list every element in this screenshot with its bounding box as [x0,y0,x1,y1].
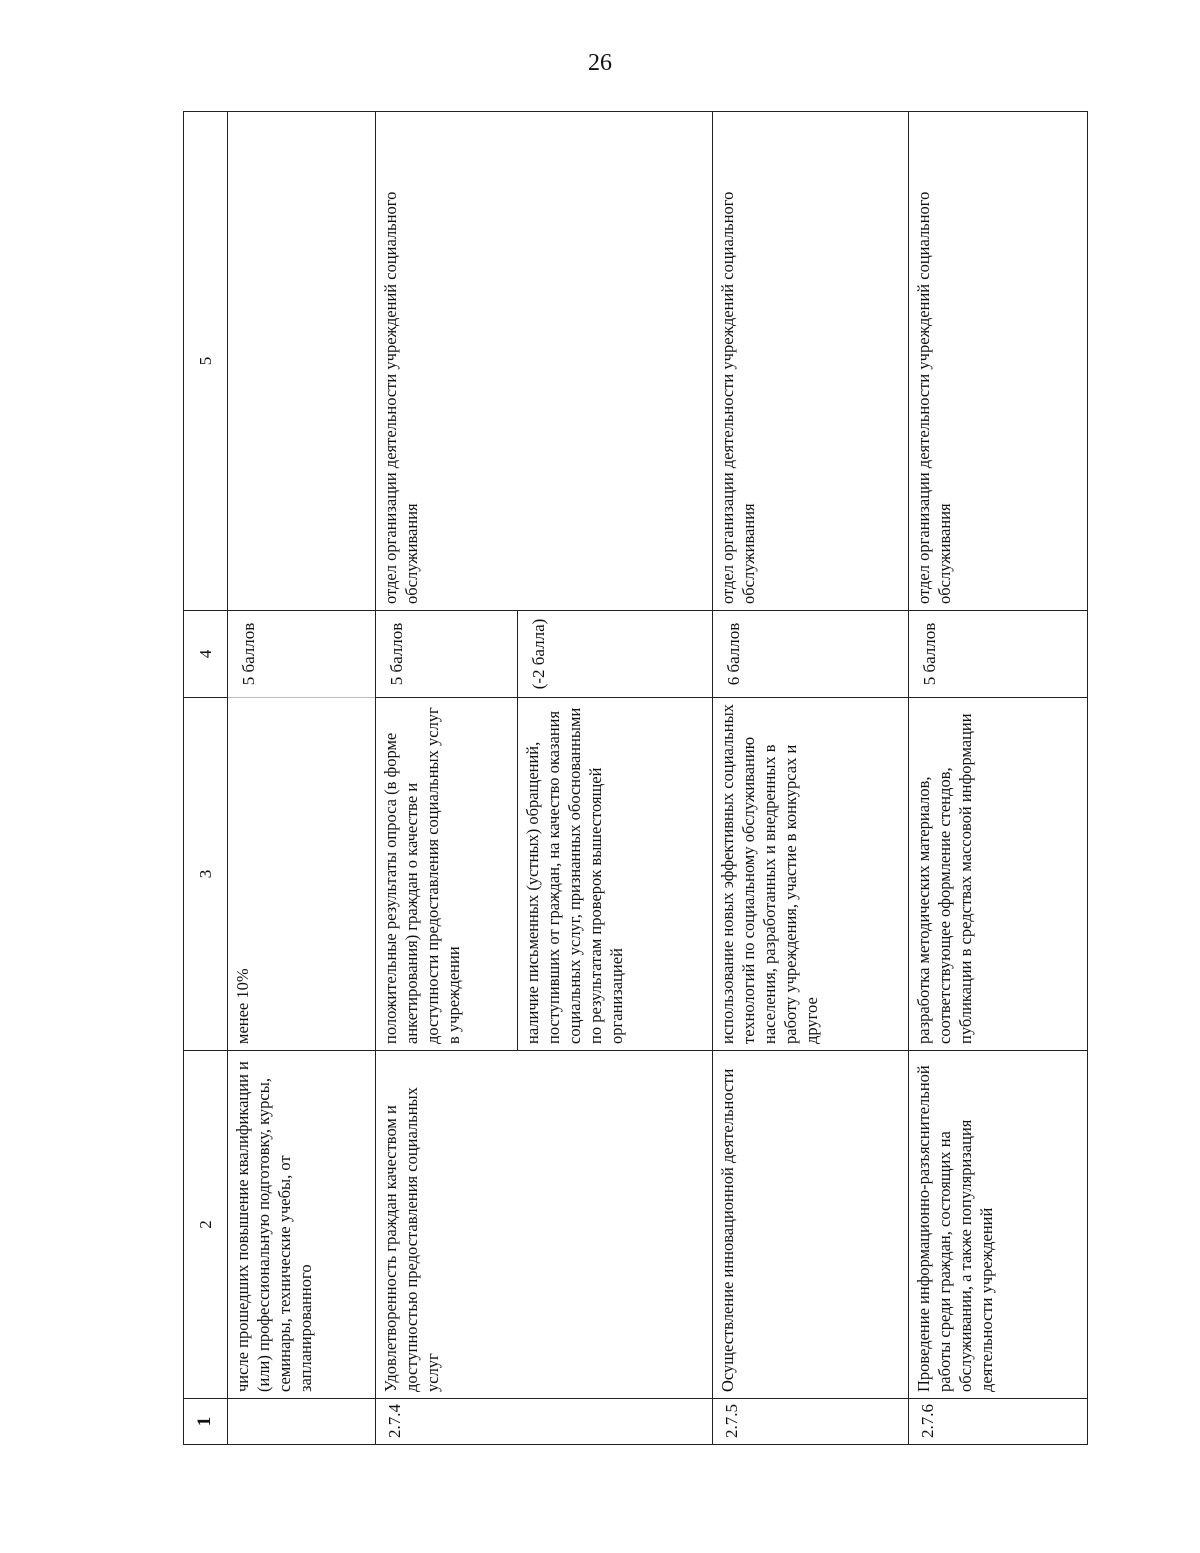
responsible-cell: отдел организации деятельности учреждений социального обслуживания [376,112,713,611]
header-col-3: 3 [184,698,228,1051]
indicator-cell: менее 10% [228,698,376,1051]
header-col-2: 2 [184,1051,228,1399]
indicator-cell: использование новых эффективных социальных технологий по социальному обслуживанию населения, разработанных и внедренных в работу учреждения, участие в конкурсах и другое [713,698,909,1051]
table-row [376,112,518,1445]
responsible-cell: отдел организации деятельности учреждений социального обслуживания [713,112,909,611]
criterion-cell: Осуществление инновационной деятельности [713,1051,909,1399]
indicator-cell: наличие письменных (устных) обращений, поступивших от граждан, на качество оказания социальных услуг, признанных обоснованными по результатам проверок вышестоящей организацией [518,698,713,1051]
score-cell: 5 баллов [909,611,1088,698]
responsible-cell: отдел организации деятельности учреждений социального обслуживания [909,112,1088,611]
indicator-cell: положительные результаты опроса (в форме анкетирования) граждан о качестве и доступности предоставления социальных услуг в учреждении [376,698,518,1051]
row-number: 2.7.5 [713,1399,909,1445]
page-number: 26 [588,50,612,76]
criteria-table [183,111,1088,1445]
score-cell: (-2 балла) [518,611,713,698]
row-number: 2.7.4 [376,1399,713,1445]
header-col-4: 4 [184,611,228,698]
score-cell: 6 баллов [713,611,909,698]
criterion-cell: числе прошедших повышение квалификации и (или) профессиональную подготовку, курсы, семинары, технические учебы, от запланированного [228,1051,376,1399]
responsible-cell [228,112,376,611]
criterion-cell: Удовлетворенность граждан качеством и доступностью предоставления социальных услуг [376,1051,713,1399]
table-row [713,112,909,1445]
header-col-1: 1 [184,1399,228,1445]
score-cell: 5 баллов [228,611,376,698]
header-col-5: 5 [184,112,228,611]
rotated-table-container [183,112,1087,1445]
row-number [228,1399,376,1445]
score-cell: 5 баллов [376,611,518,698]
table-row [909,112,1088,1445]
indicator-cell: разработка методических материалов, соответствующее оформление стендов, публикации в средствах массовой информации [909,698,1088,1051]
row-number: 2.7.6 [909,1399,1088,1445]
criterion-cell: Проведение информационно-разъяснительной работы среди граждан, состоящих на обслуживании, а также популяризация деятельности учреждений [909,1051,1088,1399]
header-row [184,112,228,1445]
table-row [228,112,376,1445]
